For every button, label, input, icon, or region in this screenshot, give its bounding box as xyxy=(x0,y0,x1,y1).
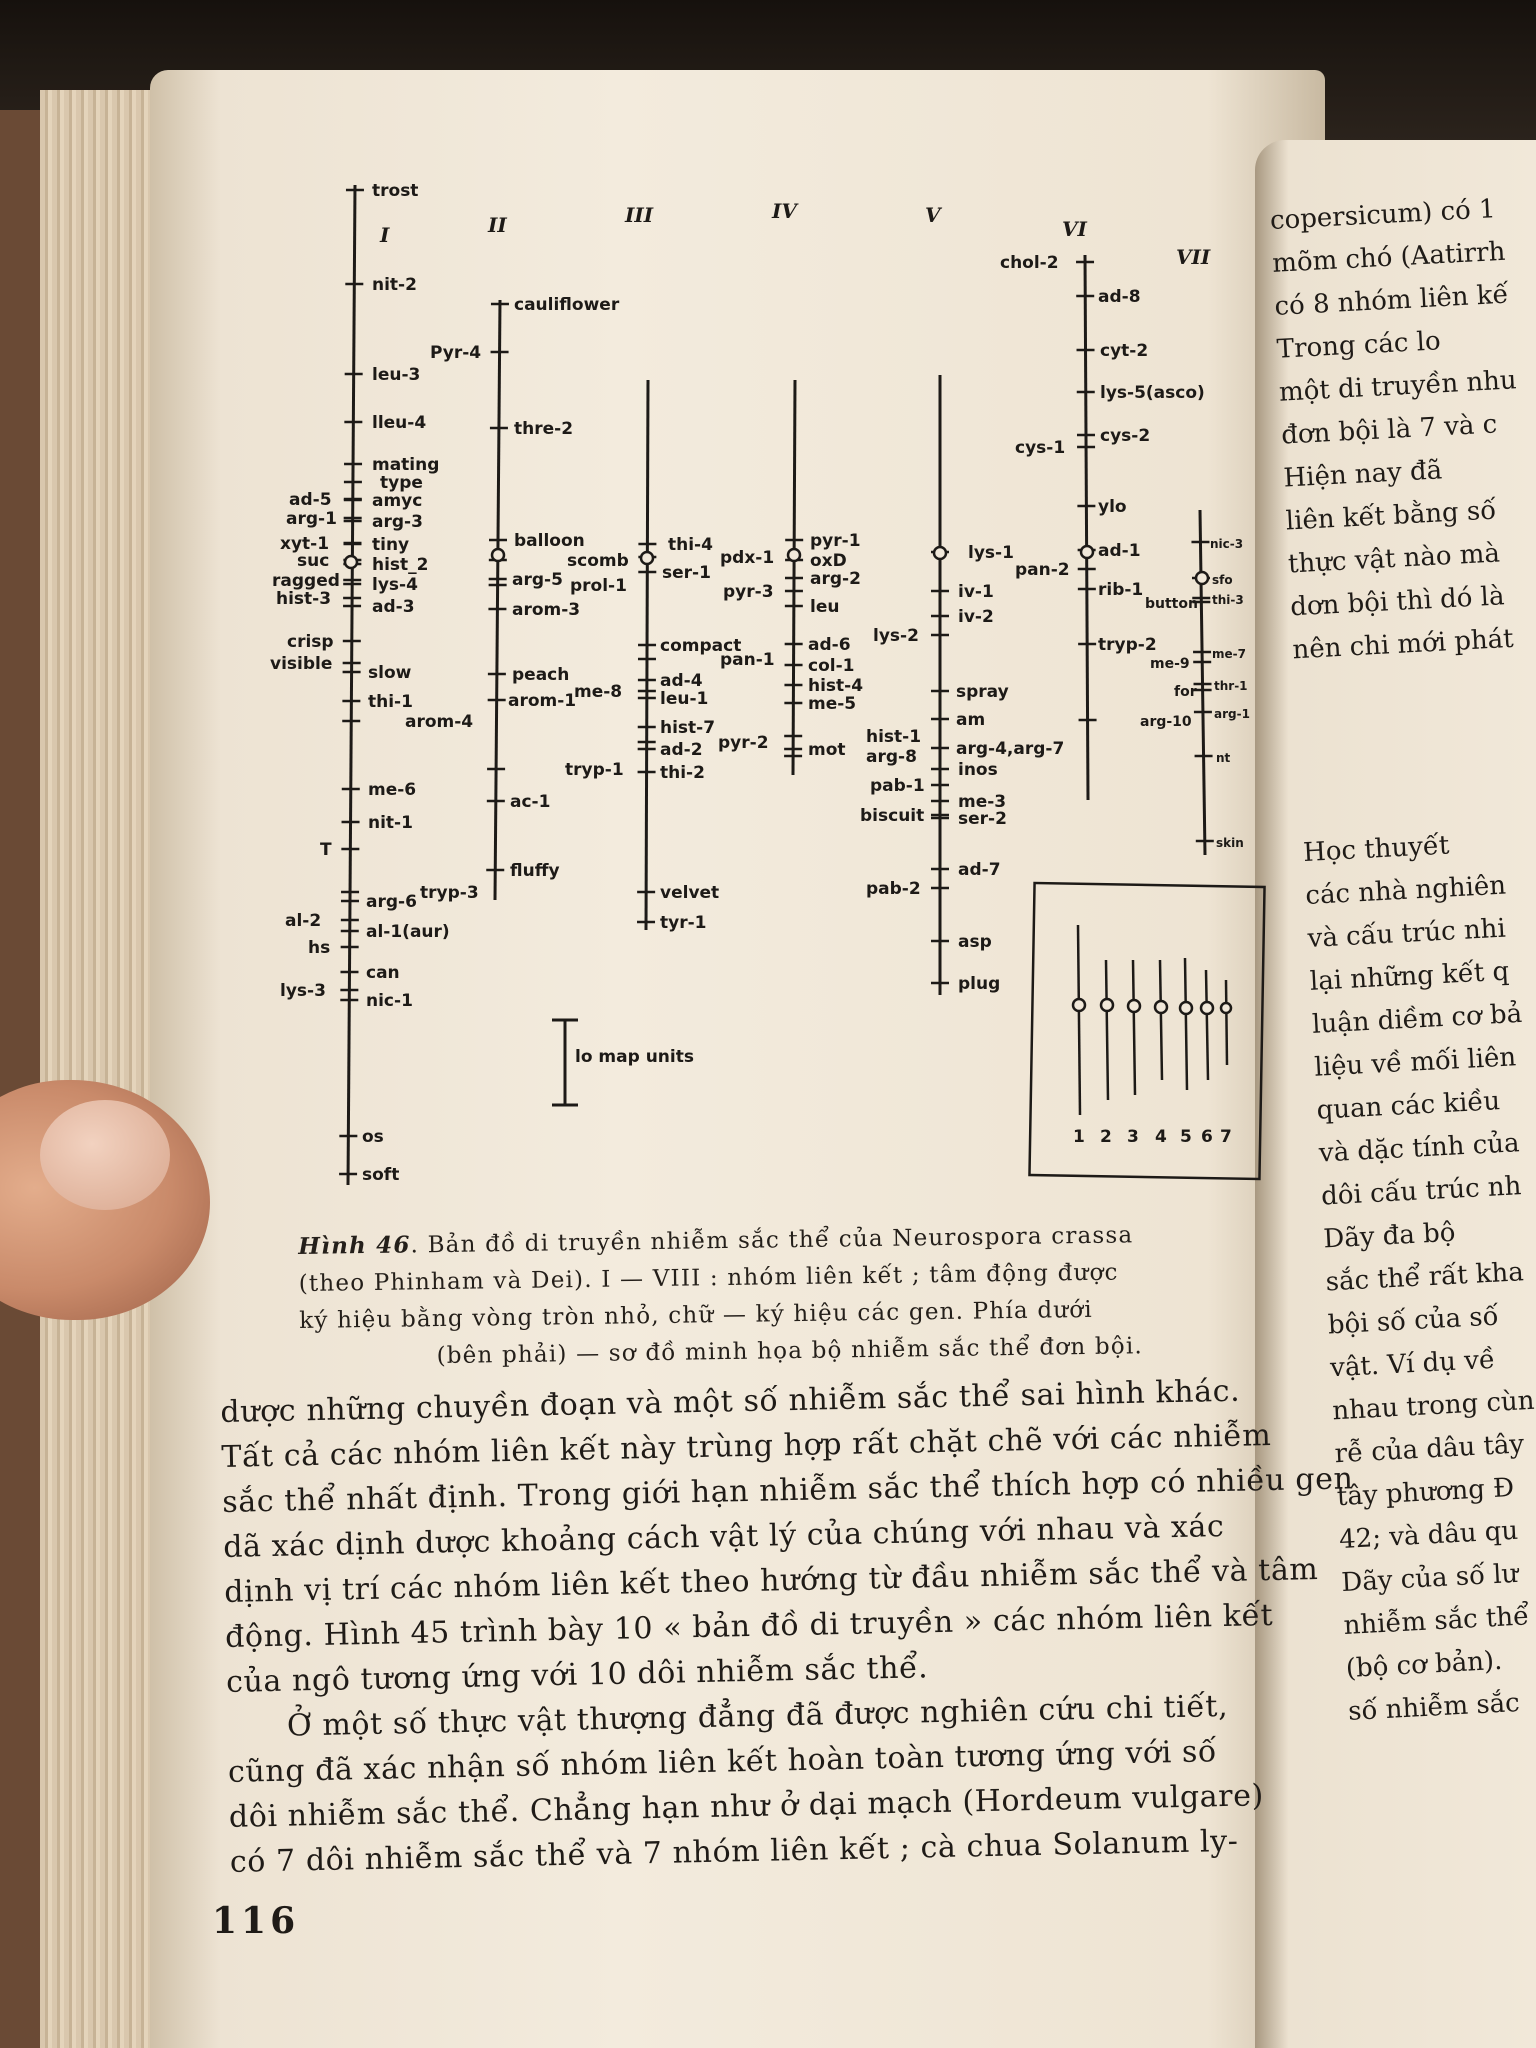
gene-label: inos xyxy=(958,760,998,780)
gene-label: thre-2 xyxy=(514,419,574,439)
right-line: rễ của dâu tây xyxy=(1333,1429,1525,1470)
inset-line xyxy=(1160,960,1162,1080)
inset-line xyxy=(1133,960,1135,1095)
right-line: có 8 nhóm liên kế xyxy=(1273,279,1510,322)
right-line: 42; và dâu qu xyxy=(1338,1515,1519,1556)
gene-label: os xyxy=(362,1127,384,1147)
gene-label: cys-1 xyxy=(1015,438,1066,458)
gene-label: Pyr-4 xyxy=(430,343,482,363)
gene-label: pan-2 xyxy=(1015,560,1070,580)
gene-label: ad-1 xyxy=(1098,541,1141,561)
gene-label: arg-6 xyxy=(366,892,417,912)
right-line: dôi cấu trúc nh xyxy=(1320,1171,1523,1212)
group-label-V: V xyxy=(925,203,941,227)
gene-label: scomb xyxy=(567,551,629,571)
body-line: có 7 dôi nhiễm sắc thể và 7 nhóm liên kết ; cà chua Solanum ly- xyxy=(229,1823,1239,1880)
page-number: 116 xyxy=(212,1900,300,1942)
gene-label: thi-4 xyxy=(668,535,713,555)
caption-line: . Bản đồ di truyền nhiễm sắc thể của Neurospora crassa xyxy=(410,1222,1134,1259)
inset-centromere xyxy=(1101,999,1113,1011)
chromosome-lines xyxy=(348,185,1205,1185)
centromere-III xyxy=(641,552,653,564)
inset-chromosomes xyxy=(1073,925,1231,1115)
group-label-VI: VI xyxy=(1062,217,1087,241)
right-line: lại những kết q xyxy=(1309,956,1510,997)
inset-line xyxy=(1078,925,1080,1115)
caption-line: (theo Phinham và Dei). I — VIII : nhóm liên kết ; tâm động được xyxy=(298,1259,1119,1297)
gene-label: lys-5(asco) xyxy=(1100,383,1205,403)
gene-label: compact xyxy=(660,636,742,656)
gene-label: leu xyxy=(810,597,840,617)
gene-label: pyr-1 xyxy=(810,531,861,551)
centromeres xyxy=(345,546,1208,584)
inset-number: 2 xyxy=(1100,1127,1112,1147)
right-line: Học thuyết xyxy=(1302,830,1451,869)
haploid-inset xyxy=(1029,883,1264,1179)
gene-label: al-1(aur) xyxy=(366,922,450,942)
gene-label: thi-3 xyxy=(1212,593,1244,607)
gene-label: amyc xyxy=(372,491,423,511)
gene-label: trost xyxy=(372,181,419,201)
right-line: copersicum) có 1 xyxy=(1269,194,1497,236)
centromere-IV xyxy=(788,549,800,561)
inset-centromere xyxy=(1201,1002,1213,1014)
right-line: và cấu trúc nhi xyxy=(1306,913,1507,954)
gene-label: arom-4 xyxy=(405,712,474,732)
caption-line: (bên phải) — sơ đồ minh họa bộ nhiễm sắc thể đơn bội. xyxy=(436,1333,1144,1370)
gene-label: ad-4 xyxy=(660,671,703,691)
gene-label: mating xyxy=(372,455,440,475)
gene-label: thi-1 xyxy=(368,692,413,712)
gene-label: mot xyxy=(808,740,846,760)
right-line: và dặc tính của xyxy=(1318,1128,1521,1169)
gene-label: me-5 xyxy=(808,694,857,714)
right-line: nhiễm sắc thể xyxy=(1342,1601,1530,1642)
body-line: Ở một số thực vật thượng đẳng đã được nghiên cứu chi tiết, xyxy=(286,1688,1229,1744)
gene-label: pyr-3 xyxy=(723,582,774,602)
inset-centromere xyxy=(1155,1001,1167,1013)
right-line: thực vật nào mà xyxy=(1287,538,1501,580)
gene-label: arg-1 xyxy=(286,509,337,529)
gene-label: tryp-1 xyxy=(565,760,624,780)
gene-label: plug xyxy=(958,974,1001,994)
caption-line: ký hiệu bằng vòng tròn nhỏ, chữ — ký hiệu các gen. Phía dưới xyxy=(299,1296,1094,1334)
body-line: sắc thể nhất định. Trong giới hạn nhiễm sắc thể thích hợp có nhiều gen xyxy=(221,1461,1354,1520)
gene-label: arg-10 xyxy=(1140,714,1192,730)
group-label-III: III xyxy=(625,203,654,227)
gene-label: prol-1 xyxy=(570,576,627,596)
inset-number: 1 xyxy=(1073,1127,1085,1147)
inset-number: 7 xyxy=(1220,1127,1232,1147)
scale-label: lo map units xyxy=(575,1047,694,1067)
gene-label: for xyxy=(1174,684,1197,700)
gene-label: nic-3 xyxy=(1210,537,1244,551)
gene-label: tryp-2 xyxy=(1098,635,1157,655)
gene-label: sfo xyxy=(1212,573,1233,587)
body-line: dôi nhiễm sắc thể. Chẳng hạn như ở dại mạch (Hordeum vulgare) xyxy=(228,1778,1265,1835)
gene-label: arg-3 xyxy=(372,512,423,532)
thumbnail xyxy=(40,1100,170,1210)
centromere-II xyxy=(492,549,504,561)
group-label-I: I xyxy=(380,223,390,247)
body-line: dã xác dịnh dược khoảng cách vật lý của chúng với nhau và xác xyxy=(222,1509,1225,1565)
right-line: đơn bội là 7 và c xyxy=(1280,409,1498,451)
gene-label: tiny xyxy=(372,535,410,555)
inset-centromere xyxy=(1128,1000,1140,1012)
gene-label: hist-3 xyxy=(276,589,332,609)
gene-label: ad-8 xyxy=(1098,287,1141,307)
gene-label: pab-1 xyxy=(870,776,925,796)
centromere-VI xyxy=(1081,546,1093,558)
gene-label: iv-1 xyxy=(958,582,994,602)
gene-label: hist_2 xyxy=(372,555,429,575)
right-line: liệu về mối liên xyxy=(1313,1042,1517,1083)
gene-label: pyr-2 xyxy=(718,733,769,753)
gene-label: nt xyxy=(1216,751,1231,765)
gene-label: pab-2 xyxy=(866,879,921,899)
right-line: dơn bội thì dó là xyxy=(1289,581,1506,623)
gene-label: hs xyxy=(308,938,331,958)
body-line: dịnh vị trí các nhóm liên kết theo hướng từ đầu nhiễm sắc thể và tâm xyxy=(223,1552,1319,1610)
group-label-IV: IV xyxy=(772,199,797,223)
gene-label: lys-3 xyxy=(280,981,326,1001)
gene-label: ad-2 xyxy=(660,740,703,760)
gene-label: ad-3 xyxy=(372,597,415,617)
right-line: một di truyền nhu xyxy=(1278,365,1518,408)
gene-label: arg-2 xyxy=(810,569,861,589)
gene-label: tryp-3 xyxy=(420,883,479,903)
gene-label: soft xyxy=(362,1165,400,1185)
chromosome-line-I xyxy=(348,185,355,1185)
right-line: các nhà nghiên xyxy=(1304,870,1507,912)
gene-label: balloon xyxy=(514,531,585,551)
inset-line xyxy=(1185,958,1187,1090)
gene-label: me-8 xyxy=(574,682,623,702)
gene-label: type xyxy=(380,473,423,493)
gene-label: nit-1 xyxy=(368,813,413,833)
inset-number: 4 xyxy=(1155,1127,1167,1147)
inset-number: 5 xyxy=(1180,1127,1192,1147)
right-line: nhau trong cùn xyxy=(1331,1385,1536,1427)
right-line: Dãy đa bộ xyxy=(1322,1217,1457,1255)
gene-label: cauliflower xyxy=(514,295,620,315)
gene-label: cyt-2 xyxy=(1100,341,1149,361)
gene-label: arom-3 xyxy=(512,600,581,620)
gene-label: thi-2 xyxy=(660,763,705,783)
gene-label: ragged xyxy=(272,571,340,591)
gene-label: lys-4 xyxy=(372,575,418,595)
gene-label: pdx-1 xyxy=(720,548,775,568)
gene-label: lys-2 xyxy=(873,626,919,646)
gene-label: ser-1 xyxy=(662,563,711,583)
gene-label: nic-1 xyxy=(366,991,413,1011)
gene-label: button xyxy=(1145,596,1198,612)
gene-label: oxD xyxy=(810,551,847,571)
chromosome-line-VII xyxy=(1200,510,1205,855)
gene-label: velvet xyxy=(660,883,720,903)
right-line: số nhiễm sắc xyxy=(1347,1687,1521,1727)
gene-label: ylo xyxy=(1098,497,1127,517)
inset-centromere xyxy=(1073,999,1085,1011)
gene-label: ad-6 xyxy=(808,635,851,655)
inset-number: 6 xyxy=(1201,1127,1213,1147)
inset-line xyxy=(1106,960,1108,1100)
gene-label: biscuit xyxy=(860,806,925,826)
figure-number: Hình 46 xyxy=(298,1231,411,1260)
gene-label: suc xyxy=(297,551,330,571)
right-line: tây phương Đ xyxy=(1336,1472,1515,1513)
gene-label: am xyxy=(956,710,986,730)
right-line: Dãy của số lư xyxy=(1340,1558,1519,1599)
gene-label: me-6 xyxy=(368,780,417,800)
inset-centromere xyxy=(1221,1003,1231,1013)
inset-line xyxy=(1226,980,1227,1065)
inset-centromere xyxy=(1180,1002,1192,1014)
gene-label: iv-2 xyxy=(958,607,994,627)
body-text xyxy=(220,1367,1354,1885)
gene-label: me-9 xyxy=(1150,656,1190,672)
gene-label: arom-1 xyxy=(508,691,577,711)
gene-label: can xyxy=(366,963,400,983)
gene-label: arg-8 xyxy=(866,747,917,767)
gene-label: tyr-1 xyxy=(660,913,707,933)
gene-label: rib-1 xyxy=(1098,580,1144,600)
gene-label: crisp xyxy=(287,632,334,652)
gene-label: peach xyxy=(512,665,570,685)
gene-label: thr-1 xyxy=(1214,679,1248,693)
gene-label: arg-5 xyxy=(512,570,563,590)
right-line: quan các kiều xyxy=(1315,1086,1501,1126)
gene-label: ad-7 xyxy=(958,860,1001,880)
body-line: của ngô tương ứng với 10 dôi nhiễm sắc thể. xyxy=(225,1650,929,1700)
body-line: Tất cả các nhóm liên kết này trùng hợp rất chặt chẽ với các nhiễm xyxy=(221,1417,1272,1475)
right-line: sắc thể rất kha xyxy=(1324,1257,1525,1298)
centromere-V xyxy=(934,547,946,559)
group-label-II: II xyxy=(488,213,507,237)
body-line: cũng đã xác nhận số nhóm liên kết hoàn toàn tương ứng với số xyxy=(227,1734,1218,1790)
chromosome-line-VI xyxy=(1085,255,1088,800)
body-line: động. Hình 45 trình bày 10 « bản đồ di truyền » các nhóm liên kết xyxy=(224,1597,1274,1655)
gene-label: lleu-4 xyxy=(372,413,427,433)
gene-label: ac-1 xyxy=(510,792,551,812)
figure-caption xyxy=(298,1214,1280,1377)
gene-label: me-7 xyxy=(1212,647,1246,661)
body-line: dược những chuyền đoạn và một số nhiễm sắc thể sai hình khác. xyxy=(220,1373,1241,1430)
gene-label: asp xyxy=(958,932,992,952)
right-line: nên chi mới phát xyxy=(1291,623,1515,666)
right-line: liên kết bằng số xyxy=(1285,495,1497,537)
gene-label: al-2 xyxy=(285,911,322,931)
gene-label: leu-3 xyxy=(372,365,421,385)
right-line: Trong các lo xyxy=(1276,326,1442,365)
gene-label: hist-7 xyxy=(660,718,716,738)
centromere-I xyxy=(345,556,357,568)
gene-label: xyt-1 xyxy=(280,534,330,554)
right-line: luận diềm cơ bả xyxy=(1311,998,1523,1040)
gene-label: ad-5 xyxy=(289,490,332,510)
gene-label: visible xyxy=(270,654,333,674)
gene-label: fluffy xyxy=(510,861,560,881)
gene-label: T xyxy=(320,840,332,860)
gene-label: ser-2 xyxy=(958,809,1007,829)
gene-label: leu-1 xyxy=(660,689,709,709)
group-label-VII: VII xyxy=(1176,245,1211,269)
gene-label: arg-4,arg-7 xyxy=(956,739,1065,759)
gene-label: hist-4 xyxy=(808,676,864,696)
chromosome-line-III xyxy=(646,380,648,930)
right-line: vật. Ví dụ về xyxy=(1329,1344,1496,1384)
gene-label: arg-1 xyxy=(1214,707,1250,721)
inset-line xyxy=(1206,970,1208,1080)
right-line: (bộ cơ bản). xyxy=(1345,1645,1504,1684)
gene-label: hist-1 xyxy=(866,727,922,747)
gene-label: pan-1 xyxy=(720,650,775,670)
gene-label: spray xyxy=(956,682,1009,702)
gene-label: col-1 xyxy=(808,656,855,676)
gene-label: lys-1 xyxy=(968,543,1014,563)
right-line: bội số của số xyxy=(1327,1301,1500,1341)
gene-label: cys-2 xyxy=(1100,426,1151,446)
inset-number: 3 xyxy=(1127,1127,1139,1147)
right-line: Hiện nay đã xyxy=(1282,455,1443,494)
chromosome-line-IV xyxy=(793,380,795,775)
gene-label: slow xyxy=(368,663,412,683)
right-line: mõm chó (Aatirrh xyxy=(1271,236,1507,279)
gene-label: chol-2 xyxy=(1000,253,1059,273)
gene-label: skin xyxy=(1216,836,1244,850)
gene-label: nit-2 xyxy=(372,275,417,295)
chromosome-line-II xyxy=(495,300,500,900)
centromere-VII xyxy=(1196,572,1208,584)
gene-label: me-3 xyxy=(958,792,1007,812)
